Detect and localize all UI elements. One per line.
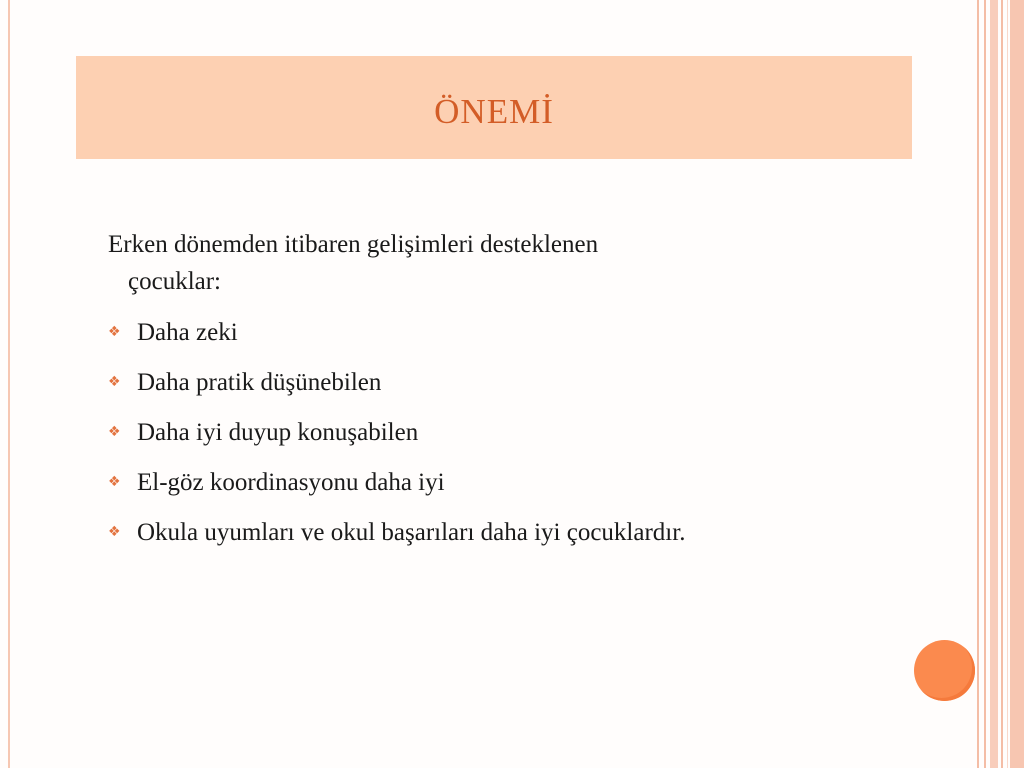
diamond-bullet-icon: ❖ — [108, 374, 121, 390]
stripe — [977, 0, 979, 768]
stripe — [1001, 0, 1003, 768]
right-decorative-stripes — [976, 0, 1024, 768]
bullet-list — [108, 314, 908, 551]
left-border-line — [8, 0, 10, 768]
diamond-bullet-icon: ❖ — [108, 524, 121, 540]
bullet-text: Okula uyumları ve okul başarıları daha iyi çocuklardır. — [137, 519, 686, 546]
decorative-orange-circle — [914, 640, 975, 701]
diamond-bullet-icon: ❖ — [108, 324, 121, 340]
title-band — [76, 56, 912, 159]
slide-title: ÖNEMİ — [434, 91, 554, 131]
bullet-text: Daha iyi duyup konuşabilen — [137, 419, 419, 446]
list-item — [108, 414, 908, 451]
list-item — [108, 364, 908, 401]
intro-text-line-2: çocuklar: — [128, 268, 222, 295]
slide-content — [108, 226, 908, 564]
bullet-text: Daha zeki — [137, 319, 238, 346]
stripe — [1010, 0, 1024, 768]
list-item — [108, 514, 908, 551]
stripe — [984, 0, 986, 768]
bullet-text: El-göz koordinasyonu daha iyi — [137, 469, 445, 496]
diamond-bullet-icon: ❖ — [108, 424, 121, 440]
list-item — [108, 464, 908, 501]
bullet-text: Daha pratik düşünebilen — [137, 369, 382, 396]
list-item — [108, 314, 908, 351]
intro-text-line-1: Erken dönemden itibaren gelişimleri desteklenen — [108, 231, 599, 258]
stripe — [990, 0, 998, 768]
diamond-bullet-icon: ❖ — [108, 474, 121, 490]
stripe — [1007, 0, 1008, 768]
